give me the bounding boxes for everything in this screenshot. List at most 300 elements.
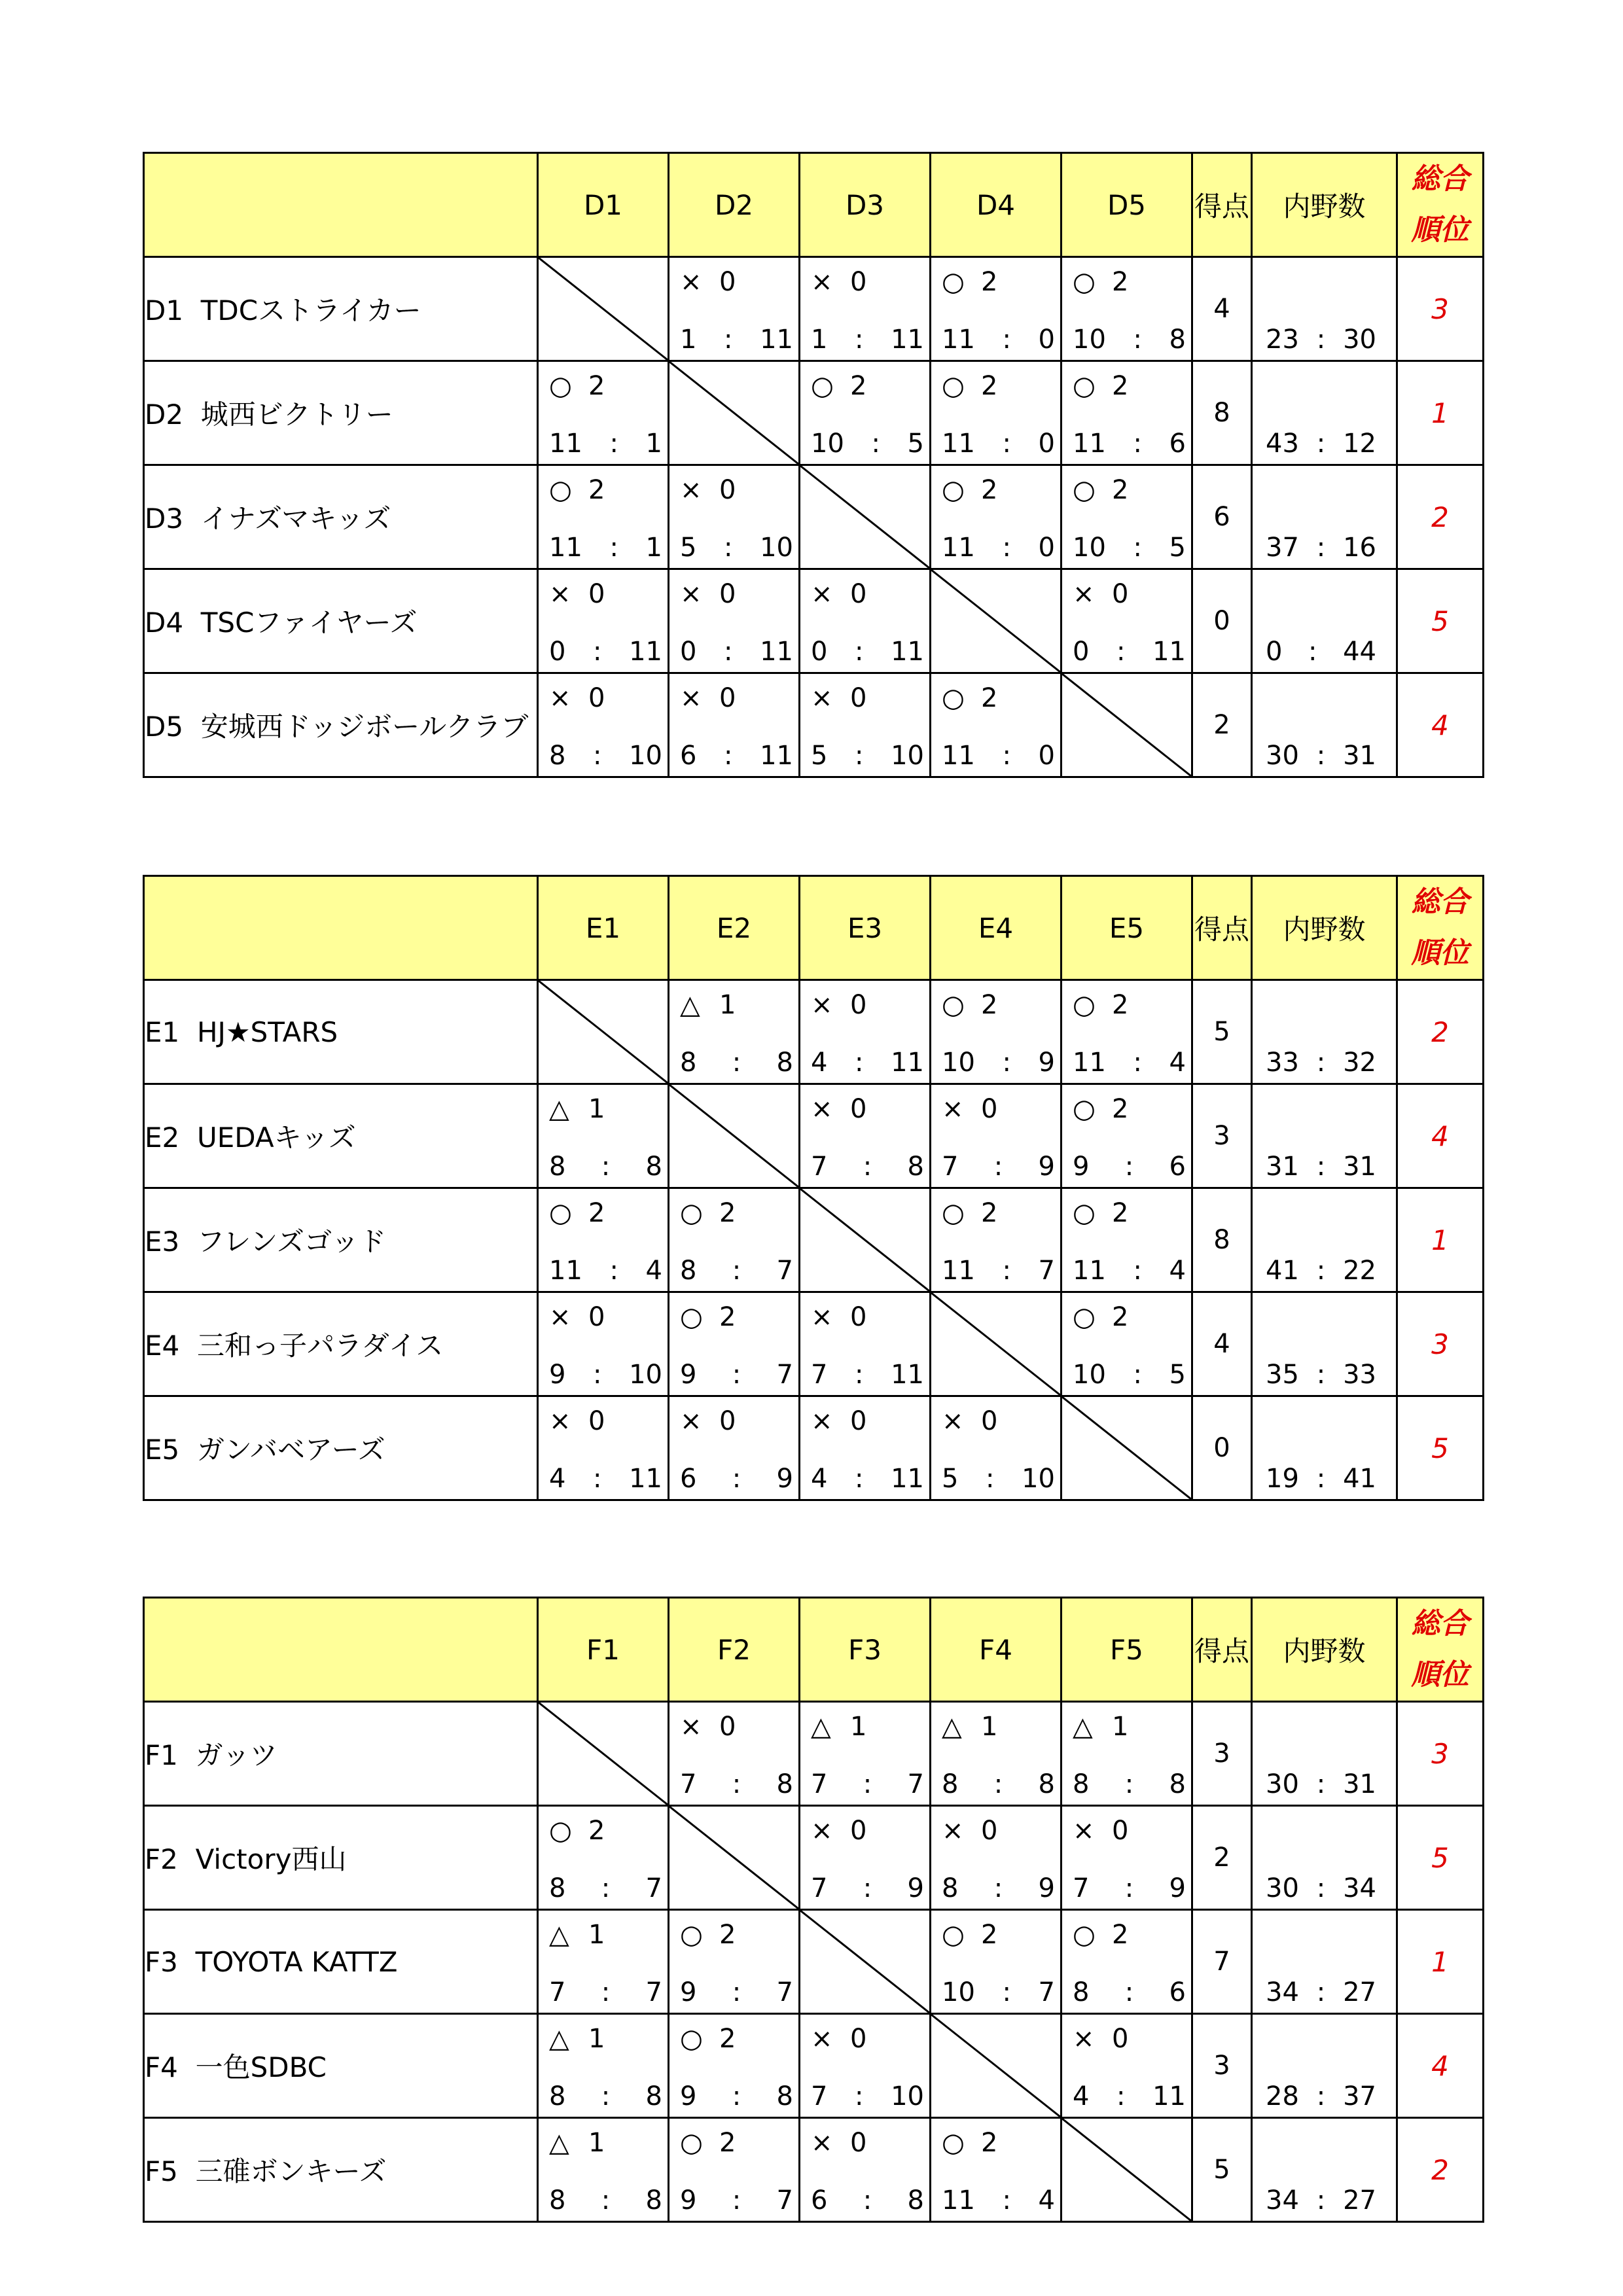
score-against: 11 bbox=[891, 1048, 924, 1078]
score-line bbox=[1073, 1256, 1186, 1286]
result-line bbox=[811, 1406, 866, 1436]
score-line bbox=[549, 1256, 662, 1286]
result-symbol: × bbox=[811, 579, 833, 609]
score-line bbox=[680, 533, 793, 563]
rank-cell: 3 bbox=[1397, 1702, 1484, 1806]
result-points: 0 bbox=[1112, 2024, 1129, 2054]
score-colon: : bbox=[855, 741, 864, 771]
result-line bbox=[811, 579, 866, 609]
result-points: 0 bbox=[850, 2128, 867, 2158]
result-line bbox=[811, 1712, 866, 1742]
team-code: F4 bbox=[145, 2051, 178, 2083]
team-name-cell bbox=[144, 465, 538, 569]
score-colon: : bbox=[855, 637, 864, 667]
team-name: UEDAキッズ bbox=[196, 1122, 356, 1154]
result-symbol: × bbox=[549, 579, 571, 609]
result-symbol: ○ bbox=[549, 1816, 572, 1846]
infield-for: 31 bbox=[1266, 1152, 1299, 1182]
infield-against: 33 bbox=[1343, 1360, 1376, 1390]
group-table-1 bbox=[143, 875, 1482, 1497]
score-colon: : bbox=[601, 2185, 611, 2216]
team-code: D1 bbox=[145, 294, 184, 327]
match-result-cell bbox=[800, 361, 931, 465]
infield-for: 23 bbox=[1266, 325, 1299, 355]
score-for: 11 bbox=[549, 429, 582, 459]
score-for: 8 bbox=[1073, 1977, 1090, 2007]
score-for: 10 bbox=[1073, 325, 1106, 355]
result-points: 2 bbox=[981, 990, 998, 1020]
match-result-cell bbox=[1061, 361, 1192, 465]
score-line bbox=[942, 1152, 1055, 1182]
rank-cell: 3 bbox=[1397, 1292, 1484, 1396]
match-result-cell bbox=[1061, 1702, 1192, 1806]
result-points: 2 bbox=[981, 683, 998, 713]
column-header: D3 bbox=[800, 153, 931, 257]
infield-for: 30 bbox=[1266, 1769, 1299, 1799]
score-colon: : bbox=[855, 1360, 864, 1390]
score-line bbox=[1073, 1152, 1186, 1182]
infield-cell bbox=[1252, 465, 1397, 569]
infield-colon: : bbox=[1316, 1256, 1326, 1286]
result-line bbox=[942, 1198, 997, 1228]
team-name: TOYOTA KATTZ bbox=[195, 1945, 398, 1978]
diagonal-line bbox=[539, 981, 668, 1083]
score-line bbox=[942, 1873, 1055, 1903]
match-result-cell bbox=[800, 980, 931, 1084]
result-line bbox=[680, 1920, 736, 1950]
score-for: 4 bbox=[811, 1464, 828, 1494]
infield-cell bbox=[1252, 1292, 1397, 1396]
score-line bbox=[680, 1360, 793, 1390]
team-name-cell bbox=[144, 1702, 538, 1806]
result-points: 2 bbox=[719, 2024, 736, 2054]
match-result-cell bbox=[800, 2118, 931, 2222]
infield-for: 35 bbox=[1266, 1360, 1299, 1390]
score-for: 5 bbox=[942, 1464, 959, 1494]
score-for: 0 bbox=[549, 637, 566, 667]
result-points: 1 bbox=[588, 1094, 605, 1124]
team-name-cell bbox=[144, 361, 538, 465]
table-row bbox=[144, 1910, 1484, 2014]
infield-cell bbox=[1252, 1188, 1397, 1292]
table-row bbox=[144, 980, 1484, 1084]
score-line bbox=[680, 637, 793, 667]
group-table-0 bbox=[143, 152, 1482, 774]
score-for: 9 bbox=[680, 2081, 697, 2111]
score-colon: : bbox=[601, 1977, 611, 2007]
score-against: 8 bbox=[776, 2081, 793, 2111]
infield-line bbox=[1266, 1464, 1376, 1494]
infield-cell bbox=[1252, 1910, 1397, 2014]
score-line bbox=[942, 1769, 1055, 1799]
score-colon: : bbox=[986, 1464, 995, 1494]
score-for: 0 bbox=[1073, 637, 1090, 667]
result-points: 1 bbox=[588, 2128, 605, 2158]
table-row bbox=[144, 2118, 1484, 2222]
score-line bbox=[811, 1769, 924, 1799]
infield-colon: : bbox=[1316, 2081, 1326, 2111]
score-line bbox=[811, 741, 924, 771]
score-line bbox=[1073, 533, 1186, 563]
result-symbol: × bbox=[1073, 579, 1095, 609]
result-line bbox=[942, 2128, 997, 2158]
result-line bbox=[1073, 475, 1128, 505]
infield-against: 32 bbox=[1343, 1048, 1376, 1078]
infield-against: 16 bbox=[1343, 533, 1376, 563]
result-points: 0 bbox=[850, 267, 867, 297]
score-against: 11 bbox=[760, 741, 793, 771]
score-for: 7 bbox=[942, 1152, 959, 1182]
score-against: 8 bbox=[776, 1769, 793, 1799]
result-line bbox=[942, 1406, 997, 1436]
rank-header-line2: 順位 bbox=[1411, 213, 1469, 247]
self-match-cell bbox=[800, 465, 931, 569]
diagonal-line bbox=[669, 1807, 798, 1909]
result-line bbox=[811, 990, 866, 1020]
infield-against: 31 bbox=[1343, 1152, 1376, 1182]
result-line bbox=[680, 267, 736, 297]
column-header: F1 bbox=[538, 1598, 669, 1702]
score-for: 8 bbox=[680, 1048, 697, 1078]
result-line bbox=[549, 1094, 605, 1124]
header-blank-cell bbox=[144, 876, 538, 980]
result-points: 0 bbox=[850, 1094, 867, 1124]
score-colon: : bbox=[863, 1152, 872, 1182]
score-against: 1 bbox=[645, 533, 662, 563]
result-points: 2 bbox=[719, 1302, 736, 1332]
diagonal-line bbox=[539, 258, 668, 360]
score-against: 8 bbox=[776, 1048, 793, 1078]
team-name: TDCストライカー bbox=[200, 294, 421, 327]
result-symbol: ○ bbox=[549, 1198, 572, 1228]
score-line bbox=[549, 637, 662, 667]
score-against: 10 bbox=[760, 533, 793, 563]
match-result-cell bbox=[538, 361, 669, 465]
score-for: 7 bbox=[549, 1977, 566, 2007]
points-cell: 2 bbox=[1192, 673, 1252, 777]
team-gap bbox=[178, 2051, 196, 2083]
team-name: ガンバベアーズ bbox=[196, 1434, 385, 1466]
column-header: F4 bbox=[931, 1598, 1061, 1702]
infield-colon: : bbox=[1316, 1873, 1326, 1903]
infield-for: 30 bbox=[1266, 741, 1299, 771]
result-line bbox=[811, 267, 866, 297]
column-header: E5 bbox=[1061, 876, 1192, 980]
score-line bbox=[811, 1464, 924, 1494]
score-against: 7 bbox=[1038, 1977, 1055, 2007]
score-line bbox=[942, 1048, 1055, 1078]
team-name-cell bbox=[144, 1188, 538, 1292]
result-points: 0 bbox=[719, 1712, 736, 1742]
result-symbol: × bbox=[811, 1816, 833, 1846]
team-code: F1 bbox=[145, 1739, 178, 1771]
infield-line bbox=[1266, 429, 1376, 459]
score-line bbox=[942, 1256, 1055, 1286]
score-colon: : bbox=[1002, 741, 1011, 771]
team-gap bbox=[178, 1843, 196, 1875]
result-points: 2 bbox=[588, 371, 605, 401]
self-match-cell bbox=[669, 361, 800, 465]
infield-colon: : bbox=[1316, 1360, 1326, 1390]
result-line bbox=[680, 475, 736, 505]
score-for: 4 bbox=[549, 1464, 566, 1494]
score-colon: : bbox=[863, 1769, 872, 1799]
match-result-cell bbox=[931, 1910, 1061, 2014]
table-row bbox=[144, 465, 1484, 569]
diagonal-line bbox=[1062, 2119, 1191, 2221]
result-symbol: × bbox=[942, 1094, 964, 1124]
score-against: 7 bbox=[645, 1977, 662, 2007]
diagonal-line bbox=[669, 362, 798, 464]
infield-cell bbox=[1252, 1084, 1397, 1188]
team-gap bbox=[178, 1739, 196, 1771]
team-name-cell bbox=[144, 1292, 538, 1396]
column-header: E2 bbox=[669, 876, 800, 980]
result-line bbox=[549, 1406, 605, 1436]
result-points: 0 bbox=[719, 475, 736, 505]
score-against: 9 bbox=[1038, 1873, 1055, 1903]
result-points: 0 bbox=[588, 579, 605, 609]
score-colon: : bbox=[855, 1464, 864, 1494]
score-line bbox=[680, 2081, 793, 2111]
score-line bbox=[1073, 325, 1186, 355]
infield-line bbox=[1266, 1048, 1376, 1078]
self-match-cell bbox=[800, 1910, 931, 2014]
score-line bbox=[811, 429, 924, 459]
diagonal-line bbox=[800, 1911, 929, 2013]
score-against: 5 bbox=[1169, 533, 1186, 563]
result-line bbox=[1073, 990, 1128, 1020]
points-header: 得点 bbox=[1192, 153, 1252, 257]
score-for: 8 bbox=[549, 741, 566, 771]
score-colon: : bbox=[593, 637, 602, 667]
score-for: 10 bbox=[1073, 533, 1106, 563]
score-against: 11 bbox=[629, 637, 662, 667]
infield-line bbox=[1266, 2081, 1376, 2111]
score-against: 9 bbox=[907, 1873, 924, 1903]
result-points: 1 bbox=[1112, 1712, 1129, 1742]
result-line bbox=[811, 2128, 866, 2158]
result-line bbox=[680, 990, 736, 1020]
team-gap bbox=[183, 503, 201, 535]
result-line bbox=[549, 1920, 605, 1950]
self-match-cell bbox=[1061, 1396, 1192, 1500]
infield-for: 43 bbox=[1266, 429, 1299, 459]
match-result-cell bbox=[669, 673, 800, 777]
table-row bbox=[144, 1188, 1484, 1292]
result-symbol: × bbox=[1073, 2024, 1095, 2054]
score-for: 9 bbox=[680, 2185, 697, 2216]
score-against: 8 bbox=[1169, 1769, 1186, 1799]
score-against: 7 bbox=[907, 1769, 924, 1799]
result-points: 2 bbox=[981, 267, 998, 297]
score-for: 8 bbox=[680, 1256, 697, 1286]
result-line bbox=[1073, 1712, 1128, 1742]
result-line bbox=[680, 1712, 736, 1742]
column-header: F5 bbox=[1061, 1598, 1192, 1702]
score-against: 7 bbox=[776, 1256, 793, 1286]
score-for: 9 bbox=[680, 1360, 697, 1390]
score-against: 10 bbox=[891, 2081, 924, 2111]
score-for: 6 bbox=[811, 2185, 828, 2216]
score-against: 7 bbox=[1038, 1256, 1055, 1286]
result-symbol: ○ bbox=[680, 2128, 703, 2158]
rank-cell: 2 bbox=[1397, 465, 1484, 569]
score-against: 7 bbox=[776, 1360, 793, 1390]
score-colon: : bbox=[732, 1048, 741, 1078]
result-symbol: × bbox=[811, 2128, 833, 2158]
points-cell: 4 bbox=[1192, 1292, 1252, 1396]
result-line bbox=[549, 475, 605, 505]
match-result-cell bbox=[1061, 1910, 1192, 2014]
result-symbol: × bbox=[811, 267, 833, 297]
result-line bbox=[1073, 1094, 1128, 1124]
match-result-cell bbox=[1061, 980, 1192, 1084]
score-colon: : bbox=[732, 1360, 741, 1390]
score-colon: : bbox=[593, 1464, 602, 1494]
score-colon: : bbox=[601, 1873, 611, 1903]
result-line bbox=[1073, 2024, 1128, 2054]
result-line bbox=[680, 1302, 736, 1332]
score-line bbox=[680, 1048, 793, 1078]
match-result-cell bbox=[800, 1702, 931, 1806]
score-colon: : bbox=[1133, 1360, 1142, 1390]
match-result-cell bbox=[538, 673, 669, 777]
score-colon: : bbox=[1124, 1152, 1134, 1182]
score-against: 11 bbox=[891, 637, 924, 667]
infield-colon: : bbox=[1308, 637, 1317, 667]
rank-cell: 2 bbox=[1397, 2118, 1484, 2222]
result-symbol: × bbox=[811, 683, 833, 713]
match-result-cell bbox=[1061, 1188, 1192, 1292]
infield-for: 28 bbox=[1266, 2081, 1299, 2111]
result-line bbox=[942, 1816, 997, 1846]
score-line bbox=[942, 1977, 1055, 2007]
match-result-cell bbox=[931, 1702, 1061, 1806]
result-points: 0 bbox=[850, 2024, 867, 2054]
column-header: E1 bbox=[538, 876, 669, 980]
score-line bbox=[549, 1152, 662, 1182]
result-symbol: ○ bbox=[1073, 990, 1096, 1020]
self-match-cell bbox=[538, 257, 669, 361]
header-row bbox=[144, 153, 1484, 257]
team-code: F2 bbox=[145, 1843, 178, 1875]
match-result-cell bbox=[669, 980, 800, 1084]
result-line bbox=[1073, 1920, 1128, 1950]
rank-cell: 1 bbox=[1397, 1910, 1484, 2014]
score-for: 5 bbox=[811, 741, 828, 771]
score-colon: : bbox=[1116, 2081, 1126, 2111]
score-against: 8 bbox=[1038, 1769, 1055, 1799]
result-line bbox=[549, 2128, 605, 2158]
result-points: 2 bbox=[981, 1920, 998, 1950]
score-against: 8 bbox=[907, 2185, 924, 2216]
score-line bbox=[942, 2185, 1055, 2216]
infield-against: 22 bbox=[1343, 1256, 1376, 1286]
score-colon: : bbox=[1002, 429, 1011, 459]
score-against: 0 bbox=[1038, 325, 1055, 355]
infield-for: 41 bbox=[1266, 1256, 1299, 1286]
result-points: 2 bbox=[719, 1920, 736, 1950]
score-line bbox=[811, 1360, 924, 1390]
match-result-cell bbox=[1061, 569, 1192, 673]
points-cell: 8 bbox=[1192, 361, 1252, 465]
result-line bbox=[680, 683, 736, 713]
points-header: 得点 bbox=[1192, 876, 1252, 980]
score-against: 9 bbox=[776, 1464, 793, 1494]
score-for: 7 bbox=[811, 1769, 828, 1799]
column-header: D2 bbox=[669, 153, 800, 257]
score-line bbox=[942, 429, 1055, 459]
result-points: 2 bbox=[1112, 475, 1129, 505]
result-line bbox=[942, 267, 997, 297]
match-result-cell bbox=[1061, 257, 1192, 361]
score-for: 8 bbox=[549, 1152, 566, 1182]
score-colon: : bbox=[1124, 1769, 1134, 1799]
result-symbol: ○ bbox=[680, 1302, 703, 1332]
result-symbol: ○ bbox=[942, 1198, 965, 1228]
infield-against: 27 bbox=[1343, 2185, 1376, 2216]
match-result-cell bbox=[538, 569, 669, 673]
result-symbol: × bbox=[811, 1302, 833, 1332]
points-cell: 0 bbox=[1192, 1396, 1252, 1500]
column-header: D1 bbox=[538, 153, 669, 257]
result-symbol: × bbox=[942, 1406, 964, 1436]
result-symbol: ○ bbox=[1073, 1920, 1096, 1950]
match-result-cell bbox=[800, 1806, 931, 1910]
score-colon: : bbox=[863, 2185, 872, 2216]
score-against: 6 bbox=[1169, 1152, 1186, 1182]
team-name: 安城西ドッジボールクラブ bbox=[200, 711, 529, 743]
team-name: 三碓ボンキーズ bbox=[195, 2155, 387, 2187]
result-line bbox=[680, 579, 736, 609]
result-points: 2 bbox=[981, 371, 998, 401]
infield-cell bbox=[1252, 1396, 1397, 1500]
score-colon: : bbox=[1133, 1048, 1142, 1078]
score-line bbox=[549, 741, 662, 771]
result-points: 0 bbox=[719, 683, 736, 713]
result-symbol: △ bbox=[811, 1712, 831, 1742]
infield-colon: : bbox=[1316, 1464, 1326, 1494]
score-against: 11 bbox=[891, 1464, 924, 1494]
team-gap bbox=[179, 1434, 197, 1466]
score-against: 8 bbox=[1169, 325, 1186, 355]
team-gap bbox=[179, 1226, 197, 1258]
match-result-cell bbox=[1061, 1806, 1192, 1910]
score-against: 11 bbox=[1152, 2081, 1186, 2111]
score-colon: : bbox=[732, 2185, 741, 2216]
table-row bbox=[144, 361, 1484, 465]
team-name-cell bbox=[144, 257, 538, 361]
match-result-cell bbox=[669, 1396, 800, 1500]
result-symbol: × bbox=[680, 475, 702, 505]
score-against: 1 bbox=[645, 429, 662, 459]
score-for: 8 bbox=[942, 1769, 959, 1799]
score-against: 9 bbox=[1038, 1048, 1055, 1078]
match-result-cell bbox=[931, 2118, 1061, 2222]
score-against: 5 bbox=[907, 429, 924, 459]
infield-line bbox=[1266, 2185, 1376, 2216]
rank-header-line1: 総合 bbox=[1411, 162, 1469, 196]
header-blank-cell bbox=[144, 1598, 538, 1702]
score-line bbox=[680, 1977, 793, 2007]
team-code: D3 bbox=[145, 503, 184, 535]
infield-for: 37 bbox=[1266, 533, 1299, 563]
result-points: 0 bbox=[981, 1816, 998, 1846]
match-result-cell bbox=[931, 673, 1061, 777]
result-points: 2 bbox=[981, 1198, 998, 1228]
result-line bbox=[549, 1816, 605, 1846]
